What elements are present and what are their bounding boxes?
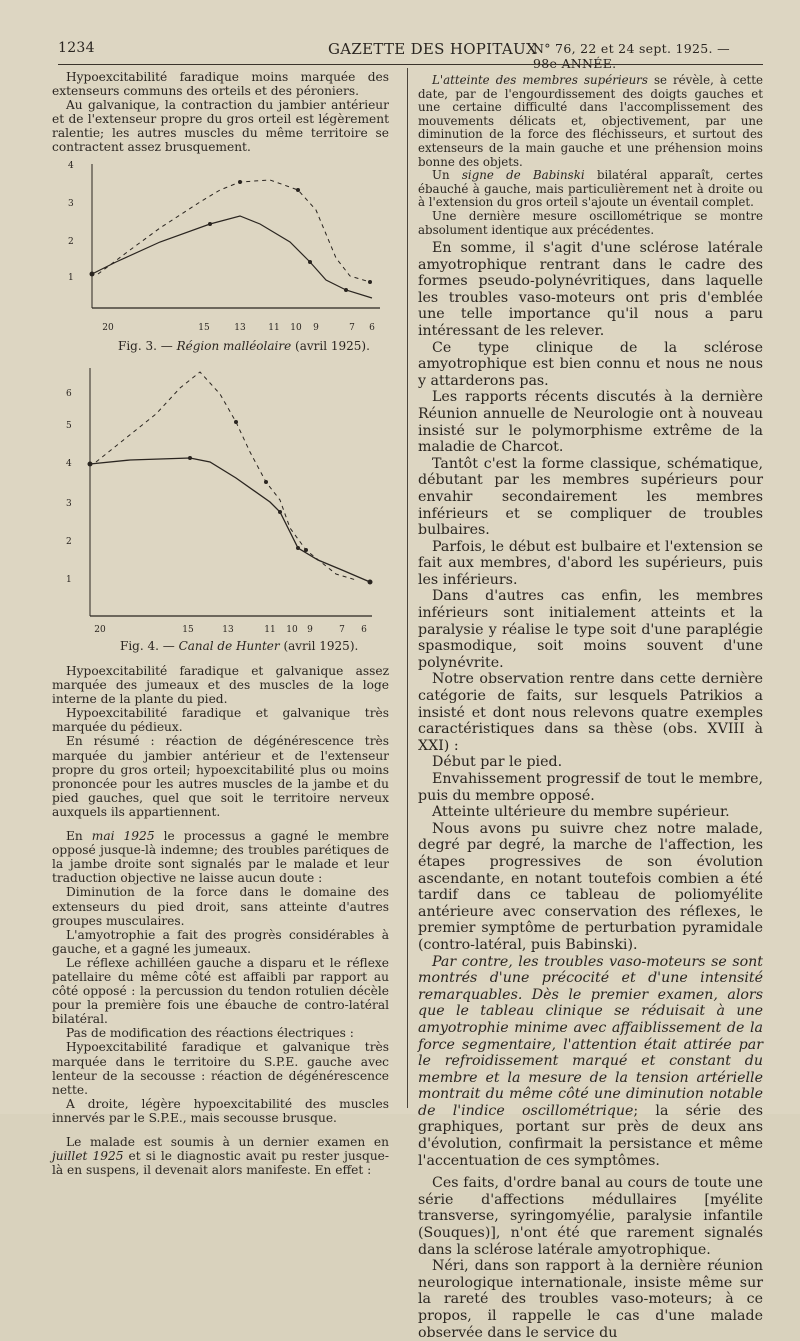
paragraph: Ces faits, d'ordre banal au cours de toute une série d'affections médullaires [myélite transverse, syringomyélie, paralysie infantile (Souques)], n'ont été que rarement signalés dans la sclérose latérale amyotrophique.: [418, 1175, 763, 1258]
figure-4-caption: [120, 639, 358, 653]
x-tick-label: 13: [222, 625, 234, 635]
paragraph: Début par le pied.: [432, 754, 563, 771]
paragraph: Une dernière mesure oscillométrique se montre absolument identique aux précédentes.: [418, 208, 763, 237]
x-tick-label: 10: [290, 323, 302, 333]
paragraph: Nous avons pu suivre chez notre malade, degré par degré, la marche de l'affection, les étapes progressives de son évolution ascendante, en notant toutefois combien a été tardif dans ce tableau de poliomyélite antérieure avec conservation des réflexes, le premier symptôme de perturbation pyramidale (contro-latéral, puis Babinski).: [418, 820, 763, 953]
page-number: 1234: [58, 40, 95, 56]
figure-3-caption: [118, 339, 370, 353]
figure-3-graph: [60, 158, 390, 340]
text-run: Un: [432, 168, 462, 183]
x-tick-label: 7: [339, 625, 345, 635]
paragraph: Dans d'autres cas enfin, les membres inférieurs sont initialement atteints et la paralysie y réalise le type soit d'une paraplégie spasmodique, soit moins souvent d'une polynévrite.: [418, 588, 763, 671]
paragraph: Pas de modification des réactions électriques :: [66, 1026, 354, 1041]
column-divider: [407, 68, 408, 1108]
text-run-italic: Par contre, les troubles vaso-moteurs se sont montrés d'une précocité et d'une intensité remarquables. Dès le premier examen, alors que le tableau clinique se réduisait à une amyotrophie minime avec affaiblissement de la force segmentaire, l'attention était attirée par le refroidissement marqué et constant du membre et la mesure de la tension artérielle montrait du même côté une diminution notable de l'indice oscillométrique: [418, 953, 763, 1119]
x-tick-label: 15: [198, 323, 210, 333]
paragraph: En résumé : réaction de dégénérescence très marquée du jambier antérieur et de l'extenseur propre du gros orteil; hypoexcitabilité plus ou moins prononcée pour les autres muscles de la jambe et du pied gauches, quel que soit le territoire nerveux auxquels ils appartiennent.: [52, 734, 389, 819]
solid-curve: [92, 216, 372, 298]
right-column-main: [418, 240, 763, 1341]
paragraph: [418, 954, 763, 1170]
paragraph: Hypoexcitabilité faradique et galvanique très marquée du pédieux.: [52, 706, 389, 735]
page-header: [58, 38, 758, 71]
text-run: se révèle, à cette date, par de l'engourdissement des doigts gauches et une certaine difficulté dans l'accomplissement des mouvements délicats et, objectivement, par une diminution de la force des fléchisseurs, et surtout des extenseurs de la main gauche et une préhension moins bonne des objets.: [418, 73, 764, 169]
paragraph: [418, 169, 763, 210]
y-tick-label: 5: [66, 421, 72, 431]
y-tick-label: 6: [66, 389, 72, 399]
paragraph: L'amyotrophie a fait des progrès considérables à gauche, et a gagné les jumeaux.: [52, 927, 389, 956]
text-run-italic: mai 1925: [91, 829, 155, 844]
x-tick-label: 7: [349, 323, 355, 333]
figure-4-graph: [60, 362, 390, 636]
paragraph: Au galvanique, la contraction du jambier antérieur et de l'extenseur propre du gros orteil est légèrement ralentie; les autres muscles du même territoire se contractent assez brusquement.: [52, 98, 389, 155]
x-tick-label: 6: [361, 625, 367, 635]
dashed-curve: [98, 180, 370, 282]
y-tick-label: 2: [68, 237, 74, 247]
solid-curve: [90, 458, 370, 582]
caption-suffix: (avril 1925).: [291, 339, 370, 353]
y-tick-label: 1: [68, 273, 74, 283]
paragraph: Hypoexcitabilité faradique et galvanique assez marquée des jumeaux et des muscles de la loge interne de la plante du pied.: [52, 664, 389, 707]
paragraph: Le réflexe achilléen gauche a disparu et le réflexe patellaire du même côté est affaibli par rapport au côté opposé : la percussion du tendon rotulien décèle pour la première fois une ébauche de contro-latéral bilatéral.: [52, 955, 389, 1027]
y-tick-label: 4: [66, 459, 72, 469]
y-tick-label: 4: [68, 161, 74, 171]
paragraph: [52, 829, 389, 885]
paragraph: Néri, dans son rapport à la dernière réunion neurologique internationale, insiste même sur la rareté des troubles vaso-moteurs; à ce propos, il rappelle le cas d'une malade observée dans le service du: [418, 1258, 763, 1341]
x-tick-label: 13: [234, 323, 246, 333]
caption-prefix: Fig. 3. —: [118, 339, 177, 353]
y-tick-label: 1: [66, 575, 72, 585]
text-run: et si le diagnostic avait pu rester jusque-là en suspens, il devenait alors manifeste. En effet :: [52, 1149, 389, 1178]
text-run-italic: juillet 1925: [52, 1149, 124, 1164]
paragraph: A droite, légère hypoexcitabilité des muscles innervés par le S.P.E., mais secousse brusque.: [52, 1096, 389, 1125]
text-run-italic: signe de Babinski: [461, 168, 585, 183]
caption-suffix: (avril 1925).: [279, 639, 359, 653]
x-tick-label: 9: [307, 625, 313, 635]
issue-info: N° 76, 22 et 24 sept. 1925. — 98e ANNÉE.: [533, 41, 730, 71]
left-column-bottom: [52, 664, 389, 1177]
paragraph: En somme, il s'agit d'une sclérose latérale amyotrophique rentrant dans le cadre des formes pseudo-polynévritiques, dans laquelle les troubles vaso-moteurs ont pris d'emblée une telle importance qu'il nous a paru intéressant de les relever.: [418, 240, 763, 339]
text-run: le processus a gagné le membre opposé jusque-là indemne; des troubles parétiques de la jambe droite sont signalés par le malade et leur traduction objective ne laisse aucun doute :: [52, 829, 389, 886]
y-tick-label: 3: [66, 499, 72, 509]
journal-title: GAZETTE DES HOPITAUX: [328, 40, 537, 58]
paragraph: [52, 1135, 389, 1177]
right-column-top: [418, 74, 763, 237]
x-tick-label: 20: [102, 323, 114, 333]
x-tick-label: 6: [369, 323, 375, 333]
x-tick-label: 15: [182, 625, 194, 635]
x-tick-label: 9: [313, 323, 319, 333]
y-tick-label: 3: [68, 199, 74, 209]
dashed-curve: [96, 372, 356, 580]
x-tick-label: 20: [94, 625, 106, 635]
paragraph: Hypoexcitabilité faradique et galvanique très marquée dans le territoire du S.P.E. gauche avec lenteur de la secousse : réaction de dégénérescence nette.: [52, 1040, 389, 1097]
text-run: bilatéral apparaît, certes ébauché à gauche, mais particulièrement net à droite ou à l'extension du gros orteil s'ajoute un éventail complet.: [418, 168, 764, 210]
text-run: Le malade est soumis à un dernier examen en: [66, 1135, 389, 1149]
text-run: ; la série des graphiques, portant sur près de deux ans d'évolution, confirmait la persistance et même l'accentuation de ces symptômes.: [418, 1102, 763, 1169]
paragraph: Les rapports récents discutés à la dernière Réunion annuelle de Neurologie ont à nouveau insisté sur le polymorphisme extrême de la maladie de Charcot.: [418, 389, 763, 456]
caption-title: Région malléolaire: [176, 339, 292, 353]
text-run: En: [66, 829, 92, 844]
paragraph: Ce type clinique de la sclérose amyotrophique est bien connu et nous ne nous y attarderons pas.: [418, 339, 763, 389]
paragraph: Notre observation rentre dans cette dernière catégorie de faits, sur lesquels Patrikios a insisté et dont nous relevons quatre exemples caractéristiques dans sa thèse (obs. XVIII à XXI) :: [418, 671, 763, 754]
header-rule: [58, 64, 763, 65]
paragraph: Envahissement progressif de tout le membre, puis du membre opposé.: [418, 771, 763, 804]
x-tick-label: 11: [264, 625, 276, 635]
left-column-top: [52, 70, 389, 155]
caption-title: Canal de Hunter: [178, 639, 280, 653]
paragraph: Parfois, le début est bulbaire et l'extension se fait aux membres, d'abord les supérieurs, puis les inférieurs.: [418, 538, 763, 588]
paragraph: [418, 74, 763, 169]
paragraph: Diminution de la force dans le domaine des extenseurs du pied droit, sans atteinte d'autres groupes musculaires.: [52, 885, 389, 928]
x-tick-label: 10: [286, 625, 298, 635]
x-tick-label: 11: [268, 323, 280, 333]
text-run-italic: L'atteinte des membres supérieurs: [432, 73, 648, 87]
paragraph: Hypoexcitabilité faradique moins marquée des extenseurs communs des orteils et des péroniers.: [52, 70, 389, 99]
paragraph: Atteinte ultérieure du membre supérieur.: [432, 804, 730, 821]
paragraph: Tantôt c'est la forme classique, schématique, débutant par les membres supérieurs pour envahir secondairement les membres inférieurs et se compliquer de troubles bulbaires.: [418, 455, 763, 539]
caption-prefix: Fig. 4. —: [120, 639, 179, 653]
y-tick-label: 2: [66, 537, 72, 547]
